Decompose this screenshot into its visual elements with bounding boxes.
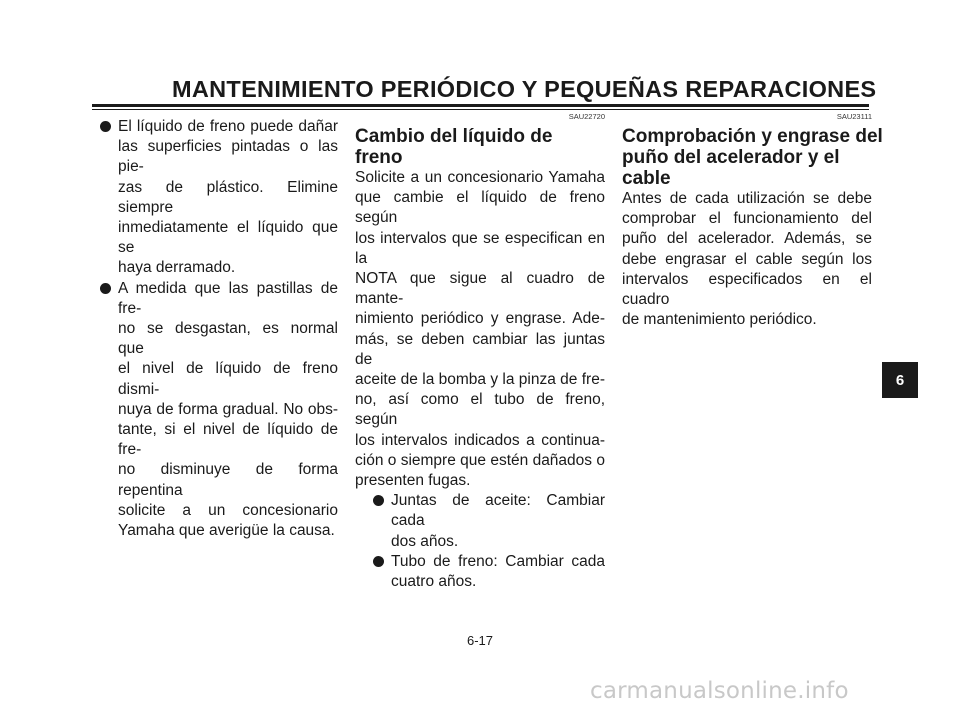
bullet-item [100, 279, 338, 542]
header-rule-thick [92, 104, 869, 107]
text-line: no disminuye de forma repentina [118, 461, 338, 499]
text-line: cuatro años. [391, 573, 477, 591]
chapter-tab: 6 [882, 362, 918, 398]
text-line: El líquido de freno puede dañar [118, 118, 338, 135]
bullet-dot-icon [100, 283, 111, 294]
text-line: de mantenimiento periódico. [622, 311, 817, 329]
header-rule-thin [92, 109, 869, 110]
text-line: zas de plástico. Elimine siempre [118, 178, 338, 216]
reference-code: SAU23111 [836, 112, 872, 121]
text-line: Tubo de freno: Cambiar cada [391, 552, 605, 570]
text-line: el nivel de líquido de freno dismi- [118, 360, 338, 398]
text-line: debe engrasar el cable según los [622, 250, 872, 268]
column-2 [355, 112, 605, 592]
text-line: los intervalos que se especifican en la [355, 229, 605, 267]
text-line: puño del acelerador. Además, se [622, 230, 872, 248]
page-number: 6-17 [466, 633, 494, 648]
bullet-dot-icon [373, 556, 384, 567]
text-line: aceite de la bomba y la pinza de fre- [355, 371, 605, 389]
column-1 [100, 112, 338, 541]
text-line: tante, si el nivel de líquido de fre- [118, 421, 338, 459]
text-line: no, así como el tubo de freno, según [355, 391, 605, 429]
body-paragraph [355, 168, 605, 491]
text-line: Juntas de aceite: Cambiar cada [391, 492, 605, 530]
bullet-dot-icon [100, 121, 111, 132]
bullet-dot-icon [373, 495, 384, 506]
text-line: ción o siempre que estén dañados o [355, 451, 605, 469]
bullet-item [100, 117, 338, 279]
text-line: los intervalos indicados a continua- [355, 431, 605, 449]
reference-code: SAU22720 [568, 112, 605, 121]
text-line: dos años. [391, 532, 459, 550]
text-line: nuya de forma gradual. No obs- [118, 400, 338, 418]
heading-line: Comprobación y engrase del [622, 126, 883, 147]
text-line: más, se deben cambiar las juntas de [355, 330, 605, 368]
text-line: Solicite a un concesionario Yamaha [355, 169, 605, 186]
text-line: las superficies pintadas o las pie- [118, 138, 338, 176]
heading-line: puño del acelerador y el [622, 147, 840, 168]
text-line: comprobar el funcionamiento del [622, 210, 872, 228]
text-line: solicite a un concesionario [118, 501, 338, 519]
text-line: NOTA que sigue al cuadro de mante- [355, 270, 605, 308]
watermark: carmanualsonline.info [590, 678, 849, 704]
heading-line: cable [622, 168, 671, 189]
text-line: inmediatamente el líquido que se [118, 219, 338, 257]
bullet-item [373, 491, 605, 552]
text-line: A medida que las pastillas de fre- [118, 279, 338, 317]
text-line: intervalos especificados en el cuadro [622, 270, 872, 309]
text-line: Antes de cada utilización se debe [622, 190, 872, 207]
column-3 [622, 112, 883, 330]
text-line: haya derramado. [118, 259, 236, 277]
text-line: que cambie el líquido de freno según [355, 189, 605, 227]
text-line: no se desgastan, es normal que [118, 320, 338, 358]
text-line: Yamaha que averigüe la causa. [118, 522, 335, 540]
section-heading: Cambio del líquido de freno [355, 126, 553, 168]
section-heading [622, 126, 883, 189]
text-line: nimiento periódico y engrase. Ade- [355, 310, 605, 328]
bullet-item [373, 552, 605, 592]
body-paragraph [622, 189, 872, 330]
section-title: MANTENIMIENTO PERIÓDICO Y PEQUEÑAS REPARACIONES [172, 76, 877, 102]
text-line: presenten fugas. [355, 472, 471, 490]
